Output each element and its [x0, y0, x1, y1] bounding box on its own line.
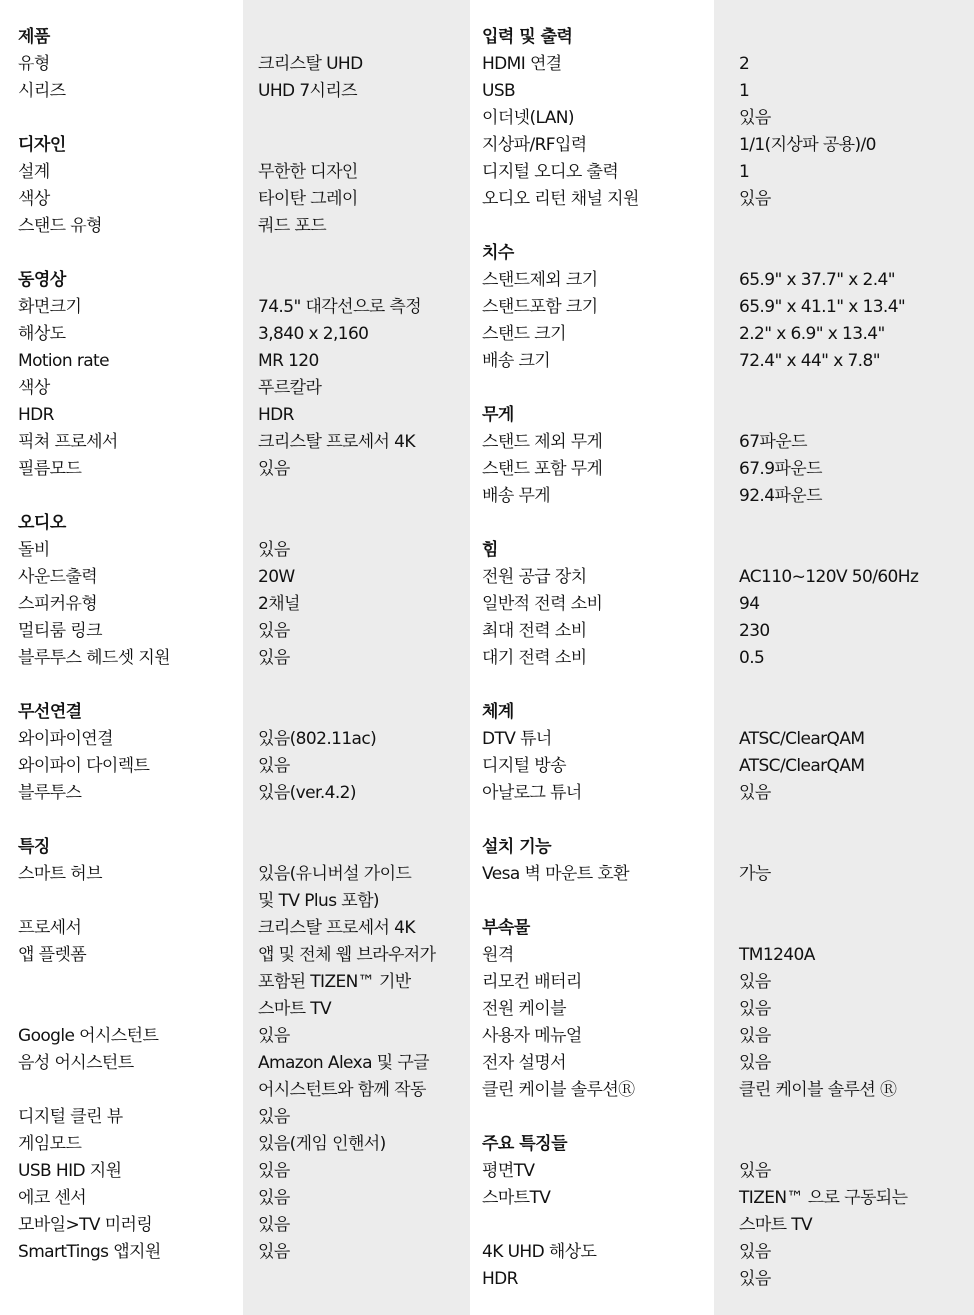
spec-label: 배송 크기 [482, 351, 551, 371]
spec-value: 있음 [258, 459, 290, 479]
spec-row [18, 1023, 458, 1050]
spec-label: 스마트 허브 [18, 864, 102, 884]
section-spacer [18, 672, 458, 699]
spec-label: 전원 공급 장치 [482, 567, 587, 587]
spec-label: 스탠드 포함 무게 [482, 459, 603, 479]
spec-label: 스마트TV [482, 1188, 551, 1208]
spec-row [18, 1185, 458, 1212]
spec-value: 있음 [258, 1161, 290, 1181]
section-title: 디자인 [18, 135, 66, 155]
spec-value: 무한한 디자인 [258, 162, 358, 182]
spec-label: 대기 전력 소비 [482, 648, 587, 668]
spec-label: 평면TV [482, 1161, 535, 1181]
spec-row [18, 186, 458, 213]
spec-row [18, 915, 458, 942]
spec-row [18, 753, 458, 780]
spec-row [18, 861, 458, 915]
spec-row [482, 942, 970, 969]
spec-value: 크리스탈 프로세서 4K [258, 432, 415, 452]
spec-label: 스탠드 제외 무게 [482, 432, 603, 452]
section-title: 특징 [18, 837, 50, 857]
section-spacer [482, 510, 970, 537]
spec-row [482, 861, 970, 888]
spec-label: 최대 전력 소비 [482, 621, 587, 641]
spec-value: 67.9파운드 [739, 459, 822, 479]
spec-row [482, 1239, 970, 1266]
spec-row [482, 159, 970, 186]
spec-label: 디지털 방송 [482, 756, 566, 776]
spec-label: 블루투스 헤드셋 지원 [18, 648, 171, 668]
spec-value: 2.2" x 6.9" x 13.4" [739, 324, 885, 344]
spec-section [482, 1131, 970, 1293]
spec-value: 크리스탈 프로세서 4K [258, 918, 415, 938]
spec-row [18, 294, 458, 321]
spec-label: 유형 [18, 54, 50, 74]
spec-value: 있음 [739, 1026, 771, 1046]
spec-row [18, 51, 458, 78]
spec-section [18, 699, 458, 807]
spec-label: 색상 [18, 189, 50, 209]
spec-row [18, 645, 458, 672]
spec-row [482, 186, 970, 213]
spec-label: 4K UHD 해상도 [482, 1242, 597, 1262]
spec-row [18, 321, 458, 348]
spec-section [482, 699, 970, 807]
spec-label: 해상도 [18, 324, 66, 344]
spec-value: 있음 [258, 1188, 290, 1208]
spec-row [18, 1239, 458, 1266]
left-spec-column [18, 24, 458, 1266]
spec-section [482, 24, 970, 213]
section-title: 제품 [18, 27, 50, 47]
spec-value: UHD 7시리즈 [258, 81, 358, 101]
spec-label: 이더넷(LAN) [482, 108, 574, 128]
section-title: 무선연결 [18, 702, 82, 722]
spec-value: 있음 [258, 648, 290, 668]
spec-value: 20W [258, 567, 295, 587]
spec-value: 92.4파운드 [739, 486, 822, 506]
spec-row [482, 996, 970, 1023]
section-spacer [482, 807, 970, 834]
spec-value: MR 120 [258, 351, 319, 371]
spec-label: Google 어시스턴트 [18, 1026, 159, 1046]
section-spacer [482, 888, 970, 915]
spec-value: 푸르칼라 [258, 378, 322, 398]
spec-label: 스피커유형 [18, 594, 98, 614]
spec-label: USB HID 지원 [18, 1161, 122, 1181]
spec-label: 설계 [18, 162, 50, 182]
spec-value: 앱 및 전체 웹 브라우저가 포함된 TIZEN™ 기반 스마트 TV [258, 945, 436, 1019]
spec-row [18, 780, 458, 807]
section-spacer [18, 240, 458, 267]
spec-value: 94 [739, 594, 760, 614]
spec-row [482, 591, 970, 618]
spec-section [482, 402, 970, 510]
spec-value: 74.5" 대각선으로 측정 [258, 297, 422, 317]
section-title: 체계 [482, 702, 514, 722]
spec-label: 클린 케이블 솔루션Ⓡ [482, 1080, 635, 1100]
spec-value: 1/1(지상파 공용)/0 [739, 135, 876, 155]
spec-row [482, 969, 970, 996]
section-spacer [482, 375, 970, 402]
spec-value: 3,840 x 2,160 [258, 324, 369, 344]
spec-value: ATSC/ClearQAM [739, 729, 865, 749]
spec-section [482, 915, 970, 1104]
spec-section [482, 834, 970, 888]
spec-value: 있음(ver.4.2) [258, 783, 356, 803]
spec-label: DTV 튜너 [482, 729, 552, 749]
spec-row [482, 1158, 970, 1185]
spec-row [18, 1104, 458, 1131]
spec-label: 와이파이연결 [18, 729, 113, 749]
spec-label: 스탠드포함 크기 [482, 297, 598, 317]
spec-label: 배송 무게 [482, 486, 551, 506]
spec-label: 스탠드제외 크기 [482, 270, 598, 290]
spec-row [482, 645, 970, 672]
spec-label: 스탠드 유형 [18, 216, 102, 236]
spec-value: 있음 [739, 1242, 771, 1262]
section-spacer [18, 105, 458, 132]
spec-section [18, 132, 458, 240]
spec-row [482, 726, 970, 753]
spec-row [482, 321, 970, 348]
spec-value: 72.4" x 44" x 7.8" [739, 351, 880, 371]
spec-label: 전원 케이블 [482, 999, 566, 1019]
spec-row [482, 618, 970, 645]
spec-label: 블루투스 [18, 783, 82, 803]
spec-value: 있음 [258, 540, 290, 560]
spec-value: 1 [739, 162, 750, 182]
spec-label: 사용자 메뉴얼 [482, 1026, 582, 1046]
spec-value: 가능 [739, 864, 771, 884]
spec-label: 게임모드 [18, 1134, 82, 1154]
spec-label: 음성 어시스턴트 [18, 1053, 134, 1073]
spec-value: 230 [739, 621, 770, 641]
spec-label: 디지털 클린 뷰 [18, 1107, 123, 1127]
spec-value: 있음 [739, 1053, 771, 1073]
spec-value: 65.9" x 37.7" x 2.4" [739, 270, 895, 290]
spec-value: AC110~120V 50/60Hz [739, 567, 919, 587]
spec-label: USB [482, 81, 516, 101]
spec-row [482, 456, 970, 483]
spec-row [18, 375, 458, 402]
spec-label: Vesa 벽 마운트 호환 [482, 864, 629, 884]
spec-row [18, 429, 458, 456]
spec-label: 와이파이 다이렉트 [18, 756, 150, 776]
spec-value: TIZEN™ 으로 구동되는 스마트 TV [739, 1188, 908, 1235]
spec-row [482, 1077, 970, 1104]
spec-value: 있음 [739, 972, 771, 992]
spec-value: 있음 [739, 1161, 771, 1181]
spec-value: 타이탄 그레이 [258, 189, 358, 209]
spec-row [482, 429, 970, 456]
section-spacer [482, 213, 970, 240]
spec-value: 2채널 [258, 594, 300, 614]
spec-value: 있음(유니버설 가이드 및 TV Plus 포함) [258, 864, 412, 911]
spec-row [18, 456, 458, 483]
spec-row [18, 1131, 458, 1158]
section-title: 주요 특징들 [482, 1134, 568, 1154]
section-title: 부속물 [482, 918, 530, 938]
spec-label: 픽쳐 프로세서 [18, 432, 118, 452]
spec-section [18, 834, 458, 1266]
spec-label: Motion rate [18, 351, 109, 371]
spec-section [482, 537, 970, 672]
spec-row [18, 537, 458, 564]
section-spacer [482, 1104, 970, 1131]
spec-label: HDMI 연결 [482, 54, 562, 74]
spec-row [18, 78, 458, 105]
spec-section [18, 267, 458, 483]
spec-value: 클린 케이블 솔루션 Ⓡ [739, 1080, 897, 1100]
spec-label: 전자 설명서 [482, 1053, 566, 1073]
spec-label: 지상파/RF입력 [482, 135, 587, 155]
section-title: 무게 [482, 405, 514, 425]
spec-value: 67파운드 [739, 432, 807, 452]
spec-row [482, 753, 970, 780]
section-spacer [18, 483, 458, 510]
spec-label: HDR [482, 1269, 518, 1289]
spec-row [18, 726, 458, 753]
spec-row [18, 1050, 458, 1104]
spec-row [482, 483, 970, 510]
spec-value: 있음(게임 인핸서) [258, 1134, 386, 1154]
spec-value: 있음 [258, 1026, 290, 1046]
section-title: 동영상 [18, 270, 66, 290]
section-spacer [482, 672, 970, 699]
spec-label: 모바일>TV 미러링 [18, 1215, 153, 1235]
spec-value: 0.5 [739, 648, 765, 668]
spec-label: 필름모드 [18, 459, 82, 479]
spec-value: 있음 [739, 1269, 771, 1289]
spec-value: 있음 [739, 108, 771, 128]
spec-label: 원격 [482, 945, 514, 965]
spec-value: ATSC/ClearQAM [739, 756, 865, 776]
spec-value: Amazon Alexa 및 구글 어시스턴트와 함께 작동 [258, 1053, 429, 1100]
spec-section [482, 240, 970, 375]
spec-value: 1 [739, 81, 750, 101]
spec-row [18, 591, 458, 618]
spec-row [482, 780, 970, 807]
spec-row [482, 1050, 970, 1077]
spec-value: 있음 [258, 1242, 290, 1262]
spec-label: 멀티룸 링크 [18, 621, 102, 641]
spec-row [18, 159, 458, 186]
spec-label: 아날로그 튜너 [482, 783, 582, 803]
spec-row [482, 1185, 970, 1239]
spec-row [18, 213, 458, 240]
spec-value: 있음 [258, 1215, 290, 1235]
spec-label: 일반적 전력 소비 [482, 594, 603, 614]
spec-row [482, 105, 970, 132]
spec-label: 에코 센서 [18, 1188, 87, 1208]
spec-value: 있음 [739, 999, 771, 1019]
spec-row [18, 1158, 458, 1185]
spec-value: 있음(802.11ac) [258, 729, 377, 749]
spec-value: 크리스탈 UHD [258, 54, 363, 74]
spec-row [18, 348, 458, 375]
spec-label: 시리즈 [18, 81, 66, 101]
spec-value: 있음 [739, 189, 771, 209]
section-title: 설치 기능 [482, 837, 552, 857]
spec-value: 있음 [258, 1107, 290, 1127]
spec-value: 있음 [739, 783, 771, 803]
spec-value: 2 [739, 54, 750, 74]
spec-row [482, 1266, 970, 1293]
spec-value: 있음 [258, 621, 290, 641]
spec-label: 리모컨 배터리 [482, 972, 582, 992]
spec-label: 색상 [18, 378, 50, 398]
spec-label: 화면크기 [18, 297, 82, 317]
spec-value: TM1240A [739, 945, 815, 965]
spec-row [482, 51, 970, 78]
spec-row [482, 294, 970, 321]
spec-label: 돌비 [18, 540, 50, 560]
spec-label: 프로세서 [18, 918, 82, 938]
spec-label: SmartTings 앱지원 [18, 1242, 161, 1262]
spec-row [18, 564, 458, 591]
section-title: 오디오 [18, 513, 66, 533]
spec-value: 쿼드 포드 [258, 216, 327, 236]
spec-row [18, 402, 458, 429]
section-title: 입력 및 출력 [482, 27, 573, 47]
spec-row [18, 1212, 458, 1239]
spec-row [18, 618, 458, 645]
spec-value: 있음 [258, 756, 290, 776]
spec-label: 사운드출력 [18, 567, 98, 587]
spec-row [482, 267, 970, 294]
spec-row [482, 564, 970, 591]
spec-section [18, 510, 458, 672]
section-title: 치수 [482, 243, 514, 263]
spec-label: 디지털 오디오 출력 [482, 162, 619, 182]
spec-value: HDR [258, 405, 294, 425]
spec-section [18, 24, 458, 105]
spec-label: HDR [18, 405, 54, 425]
spec-row [482, 78, 970, 105]
spec-label: 앱 플렛폼 [18, 945, 87, 965]
spec-row [482, 132, 970, 159]
spec-row [482, 348, 970, 375]
spec-label: 스탠드 크기 [482, 324, 566, 344]
spec-value: 65.9" x 41.1" x 13.4" [739, 297, 906, 317]
right-spec-column [482, 24, 970, 1293]
section-title: 힘 [482, 540, 498, 560]
spec-label: 오디오 리턴 채널 지원 [482, 189, 639, 209]
section-spacer [18, 807, 458, 834]
spec-row [482, 1023, 970, 1050]
spec-row [18, 942, 458, 1023]
